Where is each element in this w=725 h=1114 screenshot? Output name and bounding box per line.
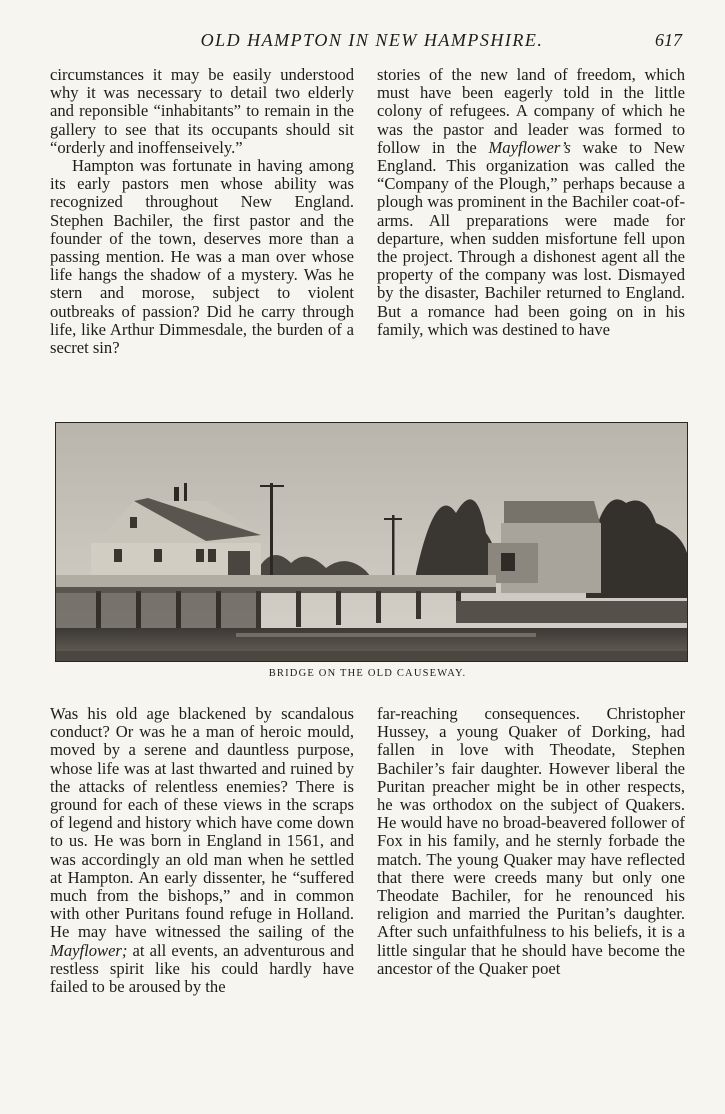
page-number: 617 [655,30,682,50]
bridge-photo-illustration [56,423,687,661]
italic-text: Mayflower’s [488,137,571,157]
paragraph: far-reaching consequences. Christopher Hussey, a young Quaker of Dorking, had fallen in love with Theodate, Stephen Bachiler’s fair daughter. However liberal the Puritan preacher might be in other respects, he was orthodox on the subject of Quakers. He would have no broad-beavered follower of Fox in his family, and he sternly forbade the match. The young Quaker may have reflected that there were creeds many but only one Theodate Bachiler, for he renounced his religion and married the Puritan’s daughter. After such unfaithfulness to his beliefs, it is a little singular that he should have become the ancestor of the Quaker poet [377,704,685,978]
photograph [55,422,688,662]
paragraph: Hampton was fortunate in having among its early pastors men whose ability was recognized throughout New England. Stephen Bachiler, the first pastor and the founder of the town, deserves more than a passing mention. He was a man over whose life hangs the shadow of a mystery. Was he stern and morose, subject to violent outbreaks of passion? Did he carry through life, like Arthur Dimmesdale, the burden of a secret sin? [50,156,354,358]
text-run: at all events, an adventurous and restless spirit like his could hardly have failed to be aroused by the [50,940,354,997]
running-header [52,30,692,54]
text-run: Was his old age blackened by scandalous conduct? Or was he a man of heroic mould, moved by a serene and dauntless purpose, whose life was at last thwarted and ruined by the attacks of relentless enemies? There is ground for each of these views in the scraps of legend and history which have come down to us. He was born in England in 1561, and was accordingly an old man when he settled at Hampton. An early dissenter, he “suffered much from the bishops,” and in common with other Puritans found refuge in Holland. He may have witnessed the sailing of the [50,704,354,942]
column-left-top [50,66,354,357]
figure-caption: BRIDGE ON THE OLD CAUSEWAY. [268,668,467,679]
italic-text: Mayflower; [50,940,128,960]
paragraph [50,705,354,996]
column-left-bottom [50,705,354,996]
column-right-top [377,66,685,339]
text-run: stories of the new land of freedom, which must have been eagerly told in the little colony of refugees. A company of which he was the pastor and leader was formed to follow in the [377,65,685,157]
paragraph: circumstances it may be easily understood why it was necessary to detail two elderly and reponsible “inhabitants” to remain in the gallery to see that its occupants should sit “orderly and inoffenseively.” [50,65,354,157]
column-right-bottom [377,705,685,978]
text-run: wake to New England. This organization was called the “Company of the Plough,” perhaps because a plough was prominent in the Bachiler coat-of-arms. All preparations were made for departure, when sudden misfortune fell upon the project. Through a dishonest agent all the property of the company was lost. Dismayed by the disaster, Bachiler returned to England. But a romance had been going on in his family, which was destined to have [377,137,685,339]
paragraph [377,66,685,339]
running-title: OLD HAMPTON IN NEW HAMPSHIRE. [200,30,544,50]
